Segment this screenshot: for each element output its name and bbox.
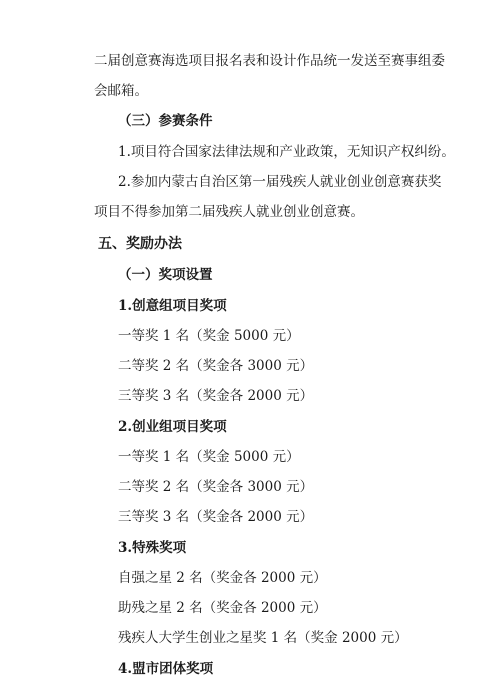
body-text-line: 二届创意赛海选项目报名表和设计作品统一发送至赛事组委 [94, 53, 445, 69]
award-group-title: 1.创意组项目奖项 [118, 298, 227, 314]
award-group-title: 2.创业组项目奖项 [118, 419, 227, 435]
award-line: 助残之星 2 名（奖金各 2000 元） [118, 600, 327, 616]
award-line: 一等奖 1 名（奖金 5000 元） [118, 328, 300, 344]
award-line: 二等奖 2 名（奖金各 3000 元） [118, 358, 314, 374]
body-text-line: 1.项目符合国家法律法规和产业政策，无知识产权纠纷。 [118, 144, 455, 160]
award-group-title: 4.盟市团体奖项 [118, 661, 214, 677]
award-line: 二等奖 2 名（奖金各 3000 元） [118, 479, 314, 495]
award-line: 三等奖 3 名（奖金各 2000 元） [118, 388, 314, 404]
chapter-heading: 五、奖励办法 [98, 236, 182, 252]
award-line: 一等奖 1 名（奖金 5000 元） [118, 449, 300, 465]
body-text-line: 2.参加内蒙古自治区第一届残疾人就业创业创意赛获奖 [118, 174, 442, 190]
body-text-line: 会邮箱。 [94, 83, 148, 99]
award-group-title: 3.特殊奖项 [118, 540, 187, 556]
section-heading: （一）奖项设置 [118, 267, 213, 283]
award-line: 自强之星 2 名（奖金各 2000 元） [118, 570, 327, 586]
body-text-line: 项目不得参加第二届残疾人就业创业创意赛。 [94, 204, 364, 220]
section-heading: （三）参赛条件 [118, 113, 213, 129]
award-line: 残疾人大学生创业之星奖 1 名（奖金 2000 元） [118, 630, 408, 646]
award-line: 三等奖 3 名（奖金各 2000 元） [118, 509, 314, 525]
